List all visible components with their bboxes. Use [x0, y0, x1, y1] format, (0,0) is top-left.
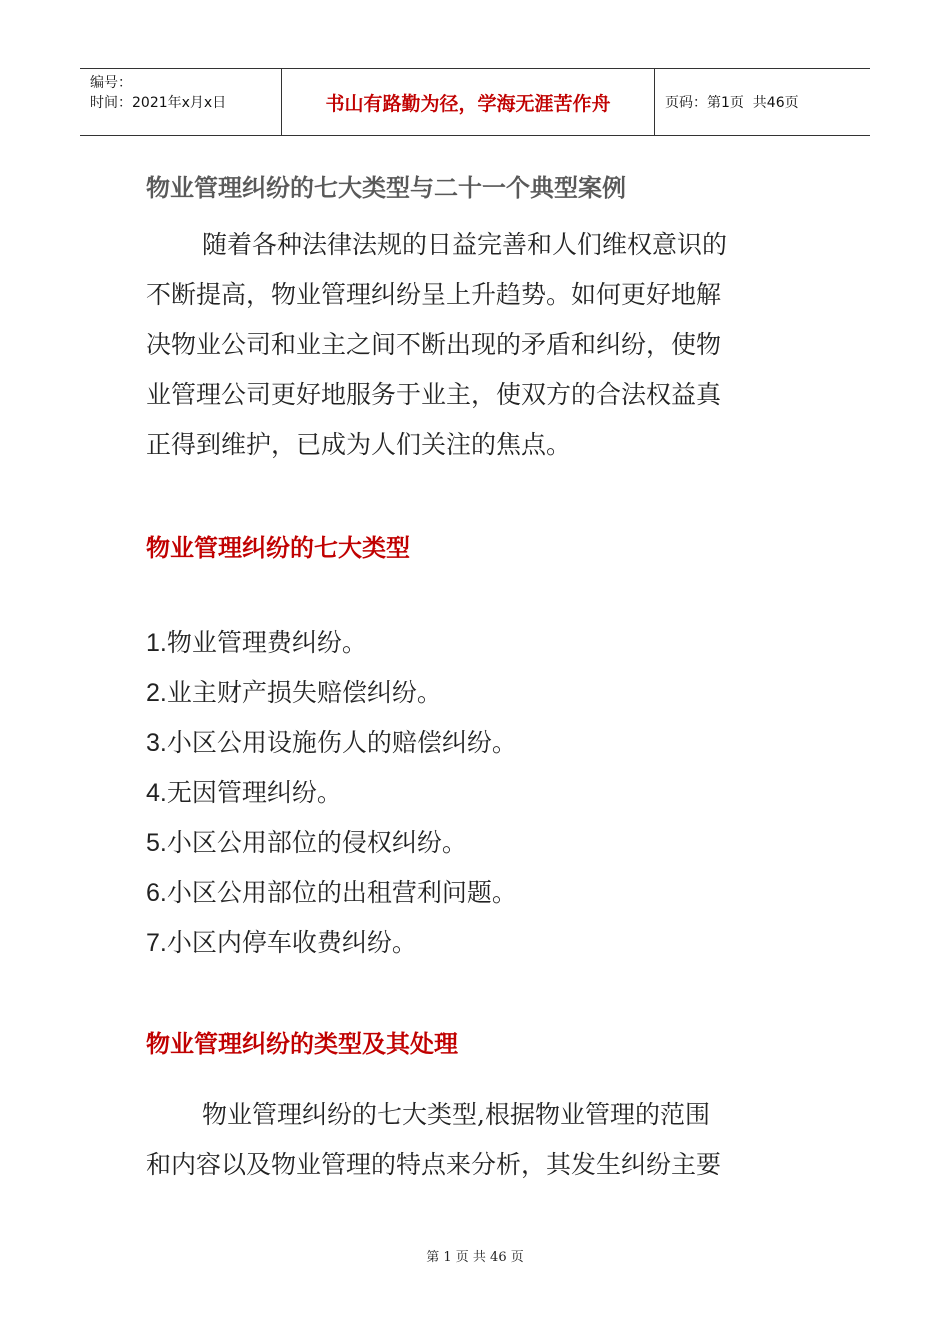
list-text: 无因管理纠纷。: [166, 778, 342, 807]
list-text: 小区内停车收费纠纷。: [166, 928, 417, 957]
list-number: 5.: [146, 829, 167, 857]
list-text: 小区公用设施伤人的赔偿纠纷。: [166, 728, 517, 757]
paragraph-line: 物业管理纠纷的七大类型,根据物业管理的范围: [202, 1100, 710, 1129]
dispute-types-list: [146, 618, 517, 968]
paragraph-line: 随着各种法律法规的日益完善和人们维权意识的: [202, 230, 728, 259]
paragraph-line: 和内容以及物业管理的特点来分析，其发生纠纷主要: [146, 1150, 722, 1179]
intro-paragraph: [146, 220, 810, 470]
list-item: [146, 918, 517, 968]
header-motto: 书山有路勤为径，学海无涯苦作舟: [325, 92, 611, 115]
list-number: 4.: [146, 779, 167, 807]
section-title-handling: 物业管理纠纷的类型及其处理: [146, 1030, 458, 1058]
handling-paragraph: [146, 1090, 810, 1190]
list-number: 1.: [146, 629, 167, 657]
list-number: 2.: [146, 679, 167, 707]
page-header: [80, 68, 870, 136]
header-page-info: 页码：第1页 共46页: [665, 95, 799, 111]
list-number: 7.: [146, 929, 167, 957]
paragraph-line: 业管理公司更好地服务于业主，使双方的合法权益真: [146, 380, 722, 409]
list-text: 物业管理费纠纷。: [166, 628, 367, 657]
document-title: 物业管理纠纷的七大类型与二十一个典型案例: [146, 174, 626, 202]
list-item: [146, 718, 517, 768]
time-label: 时间：2021年x月x日: [90, 95, 227, 111]
list-item: [146, 668, 517, 718]
list-item: [146, 868, 517, 918]
list-item: [146, 768, 517, 818]
paragraph-line: 正得到维护，已成为人们关注的焦点。: [146, 430, 572, 459]
list-item: [146, 618, 517, 668]
section-title-types: 物业管理纠纷的七大类型: [146, 534, 410, 562]
list-text: 小区公用部位的出租营利问题。: [166, 878, 517, 907]
paragraph-line: 不断提高，物业管理纠纷呈上升趋势。如何更好地解: [146, 280, 722, 309]
list-number: 6.: [146, 879, 167, 907]
list-item: [146, 818, 517, 868]
header-meta-cell: [80, 69, 282, 135]
list-number: 3.: [146, 729, 167, 757]
number-label: 编号：: [90, 75, 132, 91]
header-page-cell: [655, 69, 870, 135]
header-motto-cell: [282, 69, 655, 135]
list-text: 小区公用部位的侵权纠纷。: [166, 828, 467, 857]
page-footer: 第 1 页 共 46 页: [426, 1250, 524, 1265]
list-text: 业主财产损失赔偿纠纷。: [166, 678, 442, 707]
paragraph-line: 决物业公司和业主之间不断出现的矛盾和纠纷，使物: [146, 330, 722, 359]
